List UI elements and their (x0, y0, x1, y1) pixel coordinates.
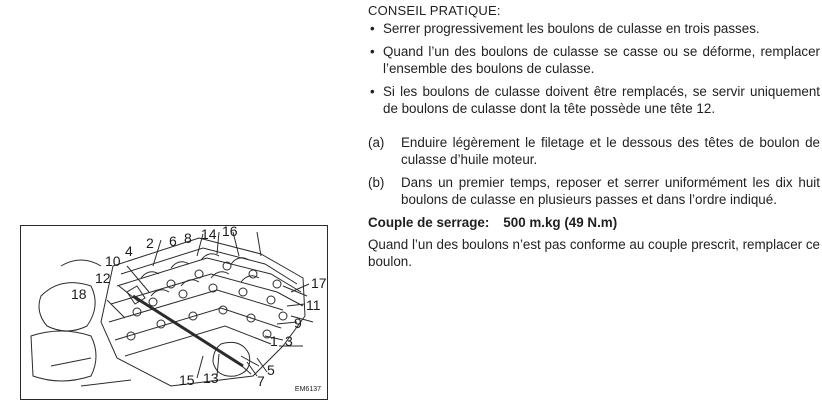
tips-heading: CONSEIL PRATIQUE: (368, 3, 501, 18)
tip-text: Quand l’un des boulons de culasse se casse ou se déforme, remplacer l’ensemble des boulons de culasse. (383, 44, 820, 76)
step-marker: (a) (368, 135, 385, 150)
callout-10: 10 (105, 253, 121, 269)
step-item (368, 174, 820, 208)
callout-2: 2 (146, 235, 154, 251)
step-marker: (b) (368, 175, 385, 190)
callout-6: 6 (169, 233, 177, 249)
engine-illustration (21, 226, 328, 400)
callout-14: 14 (201, 226, 217, 242)
tip-text: Si les boulons de culasse doivent être remplacés, se servir uniquement de boulons de culasse dont la tête possède une tête 12. (383, 84, 820, 116)
callout-13: 13 (203, 370, 219, 386)
callout-11: 11 (306, 297, 321, 313)
tip-text: Serrer progressivement les boulons de culasse en trois passes. (383, 21, 760, 36)
tip-item (368, 83, 820, 117)
bullet-dot-icon: • (370, 44, 375, 59)
torque-spec (368, 214, 820, 231)
step-item (368, 134, 820, 168)
torque-note: Quand l’un des boulons n’est pas conforme au couple prescrit, remplacer ce boulon. (368, 237, 820, 269)
callout-3: 3 (285, 333, 293, 349)
callout-17: 17 (311, 275, 327, 291)
callout-5: 5 (267, 362, 275, 378)
callout-7: 7 (257, 373, 265, 389)
step-text: Dans un premier temps, reposer et serrer uniformément les dix huit boulons de culasse en plusieurs passes et dans l’ordre indiqué. (401, 175, 820, 207)
callout-12: 12 (95, 270, 111, 286)
callout-16: 16 (222, 225, 238, 239)
torque-label: Couple de serrage: (368, 215, 490, 230)
callout-8: 8 (184, 230, 192, 246)
callout-4: 4 (125, 243, 133, 259)
tip-item (368, 20, 820, 37)
cylinder-head-bolt-diagram (20, 225, 328, 400)
step-text: Enduire légèrement le filetage et le dessous des têtes de boulon de culasse d’huile moteur. (401, 135, 820, 167)
section-spacer (368, 123, 820, 134)
callout-9: 9 (294, 315, 302, 331)
tip-item (368, 43, 820, 77)
figure-code: EM6137 (294, 386, 321, 393)
bullet-dot-icon: • (370, 84, 375, 99)
callout-15: 15 (179, 372, 195, 388)
callout-18: 18 (71, 286, 87, 302)
instructions-column (368, 2, 820, 270)
torque-value: 500 m.kg (49 N.m) (503, 215, 618, 230)
bullet-dot-icon: • (370, 21, 375, 36)
callout-1: 1 (270, 333, 278, 349)
